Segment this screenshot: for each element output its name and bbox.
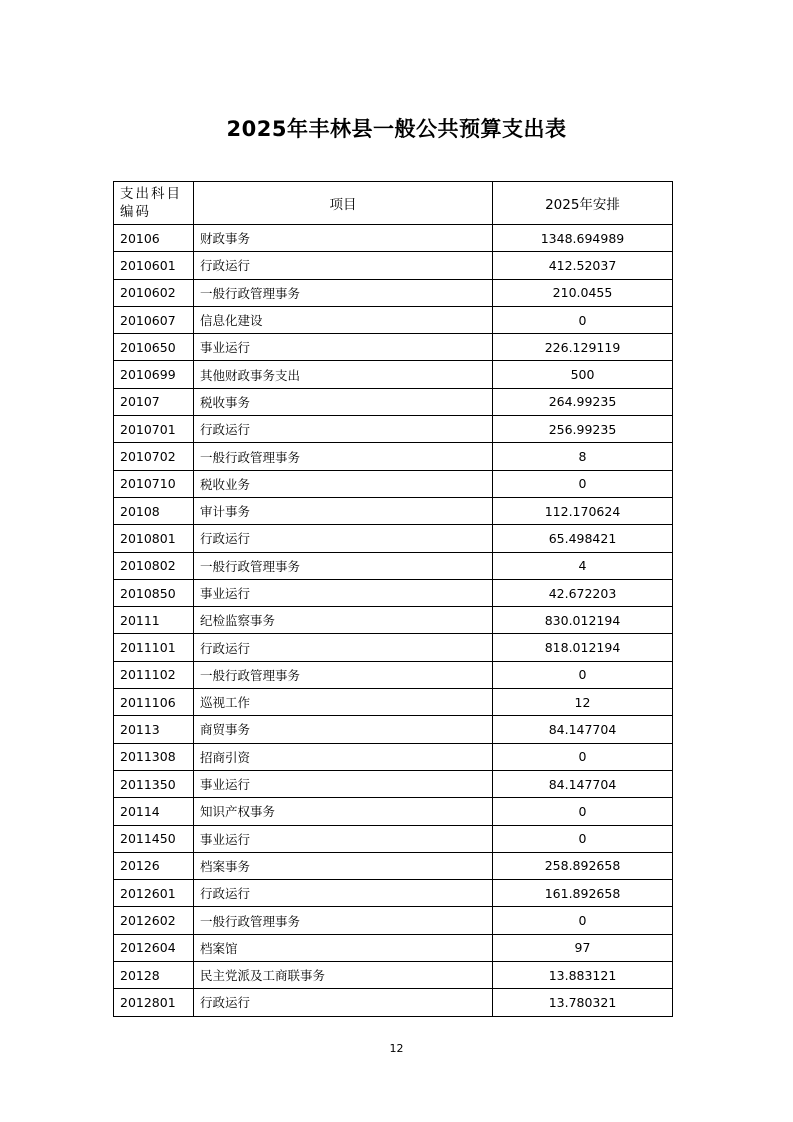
cell-name: 事业运行: [194, 825, 493, 852]
cell-name: 财政事务: [194, 225, 493, 252]
cell-amount: 500: [493, 361, 673, 388]
table-row: [114, 470, 673, 497]
cell-code: 2010699: [114, 361, 194, 388]
cell-name: 一般行政管理事务: [194, 279, 493, 306]
cell-name: 税收事务: [194, 388, 493, 415]
cell-amount: 13.883121: [493, 962, 673, 989]
cell-amount: 210.0455: [493, 279, 673, 306]
cell-code: 2010801: [114, 525, 194, 552]
cell-amount: 412.52037: [493, 252, 673, 279]
cell-code: 2011350: [114, 770, 194, 797]
cell-code: 2012602: [114, 907, 194, 934]
cell-code: 20113: [114, 716, 194, 743]
table-row: [114, 852, 673, 879]
table-row: [114, 443, 673, 470]
budget-table: [113, 181, 673, 1017]
table-row: [114, 907, 673, 934]
table-row: [114, 825, 673, 852]
cell-amount: 226.129119: [493, 334, 673, 361]
cell-name: 巡视工作: [194, 689, 493, 716]
table-row: [114, 880, 673, 907]
table-row: [114, 989, 673, 1016]
cell-amount: 42.672203: [493, 579, 673, 606]
cell-code: 20106: [114, 225, 194, 252]
cell-code: 2010602: [114, 279, 194, 306]
table-row: [114, 934, 673, 961]
cell-name: 档案事务: [194, 852, 493, 879]
column-header-name: 项目: [194, 182, 493, 225]
cell-amount: 97: [493, 934, 673, 961]
cell-name: 信息化建设: [194, 306, 493, 333]
table-row: [114, 525, 673, 552]
table-body: [114, 225, 673, 1017]
cell-amount: 830.012194: [493, 607, 673, 634]
column-header-code: 支出科目编码: [114, 182, 194, 225]
cell-name: 纪检监察事务: [194, 607, 493, 634]
table-row: [114, 770, 673, 797]
cell-code: 2011102: [114, 661, 194, 688]
cell-amount: 0: [493, 661, 673, 688]
cell-amount: 112.170624: [493, 497, 673, 524]
cell-amount: 256.99235: [493, 416, 673, 443]
cell-name: 行政运行: [194, 634, 493, 661]
table-row: [114, 388, 673, 415]
table-row: [114, 497, 673, 524]
cell-name: 事业运行: [194, 770, 493, 797]
cell-amount: 1348.694989: [493, 225, 673, 252]
table-row: [114, 634, 673, 661]
cell-name: 一般行政管理事务: [194, 661, 493, 688]
cell-name: 其他财政事务支出: [194, 361, 493, 388]
cell-code: 2010701: [114, 416, 194, 443]
cell-code: 2010802: [114, 552, 194, 579]
cell-name: 事业运行: [194, 579, 493, 606]
cell-code: 2010850: [114, 579, 194, 606]
cell-amount: 65.498421: [493, 525, 673, 552]
cell-amount: 0: [493, 470, 673, 497]
cell-code: 20108: [114, 497, 194, 524]
cell-name: 行政运行: [194, 416, 493, 443]
table-row: [114, 306, 673, 333]
table-row: [114, 361, 673, 388]
cell-code: 2011308: [114, 743, 194, 770]
table-row: [114, 252, 673, 279]
cell-code: 2010601: [114, 252, 194, 279]
cell-amount: 0: [493, 907, 673, 934]
cell-name: 商贸事务: [194, 716, 493, 743]
cell-name: 一般行政管理事务: [194, 907, 493, 934]
cell-amount: 12: [493, 689, 673, 716]
page-number: 12: [389, 1042, 404, 1055]
cell-code: 2012601: [114, 880, 194, 907]
table-row: [114, 962, 673, 989]
cell-name: 行政运行: [194, 252, 493, 279]
cell-code: 20128: [114, 962, 194, 989]
cell-name: 审计事务: [194, 497, 493, 524]
table-row: [114, 661, 673, 688]
cell-code: 2010650: [114, 334, 194, 361]
cell-code: 2010607: [114, 306, 194, 333]
cell-code: 2011450: [114, 825, 194, 852]
cell-name: 一般行政管理事务: [194, 552, 493, 579]
cell-name: 税收业务: [194, 470, 493, 497]
table-row: [114, 279, 673, 306]
cell-code: 20126: [114, 852, 194, 879]
cell-code: 2012801: [114, 989, 194, 1016]
cell-amount: 8: [493, 443, 673, 470]
cell-amount: 0: [493, 306, 673, 333]
table-row: [114, 334, 673, 361]
cell-code: 2012604: [114, 934, 194, 961]
cell-amount: 13.780321: [493, 989, 673, 1016]
table-row: [114, 798, 673, 825]
cell-name: 一般行政管理事务: [194, 443, 493, 470]
cell-name: 行政运行: [194, 880, 493, 907]
table-header-row: [114, 182, 673, 225]
table-row: [114, 552, 673, 579]
cell-name: 知识产权事务: [194, 798, 493, 825]
cell-name: 档案馆: [194, 934, 493, 961]
cell-amount: 161.892658: [493, 880, 673, 907]
cell-code: 2011101: [114, 634, 194, 661]
table-row: [114, 743, 673, 770]
table-row: [114, 416, 673, 443]
column-header-amount: 2025年安排: [493, 182, 673, 225]
cell-code: 2010702: [114, 443, 194, 470]
cell-name: 行政运行: [194, 989, 493, 1016]
cell-amount: 4: [493, 552, 673, 579]
cell-amount: 258.892658: [493, 852, 673, 879]
cell-code: 2011106: [114, 689, 194, 716]
cell-name: 行政运行: [194, 525, 493, 552]
cell-amount: 84.147704: [493, 770, 673, 797]
cell-name: 民主党派及工商联事务: [194, 962, 493, 989]
cell-code: 20111: [114, 607, 194, 634]
table-row: [114, 579, 673, 606]
page-title: 2025年丰林县一般公共预算支出表: [226, 117, 567, 141]
cell-amount: 0: [493, 743, 673, 770]
cell-name: 事业运行: [194, 334, 493, 361]
cell-code: 2010710: [114, 470, 194, 497]
cell-amount: 0: [493, 825, 673, 852]
table-row: [114, 689, 673, 716]
cell-amount: 0: [493, 798, 673, 825]
cell-amount: 84.147704: [493, 716, 673, 743]
cell-code: 20114: [114, 798, 194, 825]
table-row: [114, 225, 673, 252]
table-row: [114, 716, 673, 743]
cell-code: 20107: [114, 388, 194, 415]
table-row: [114, 607, 673, 634]
cell-amount: 264.99235: [493, 388, 673, 415]
cell-name: 招商引资: [194, 743, 493, 770]
cell-amount: 818.012194: [493, 634, 673, 661]
